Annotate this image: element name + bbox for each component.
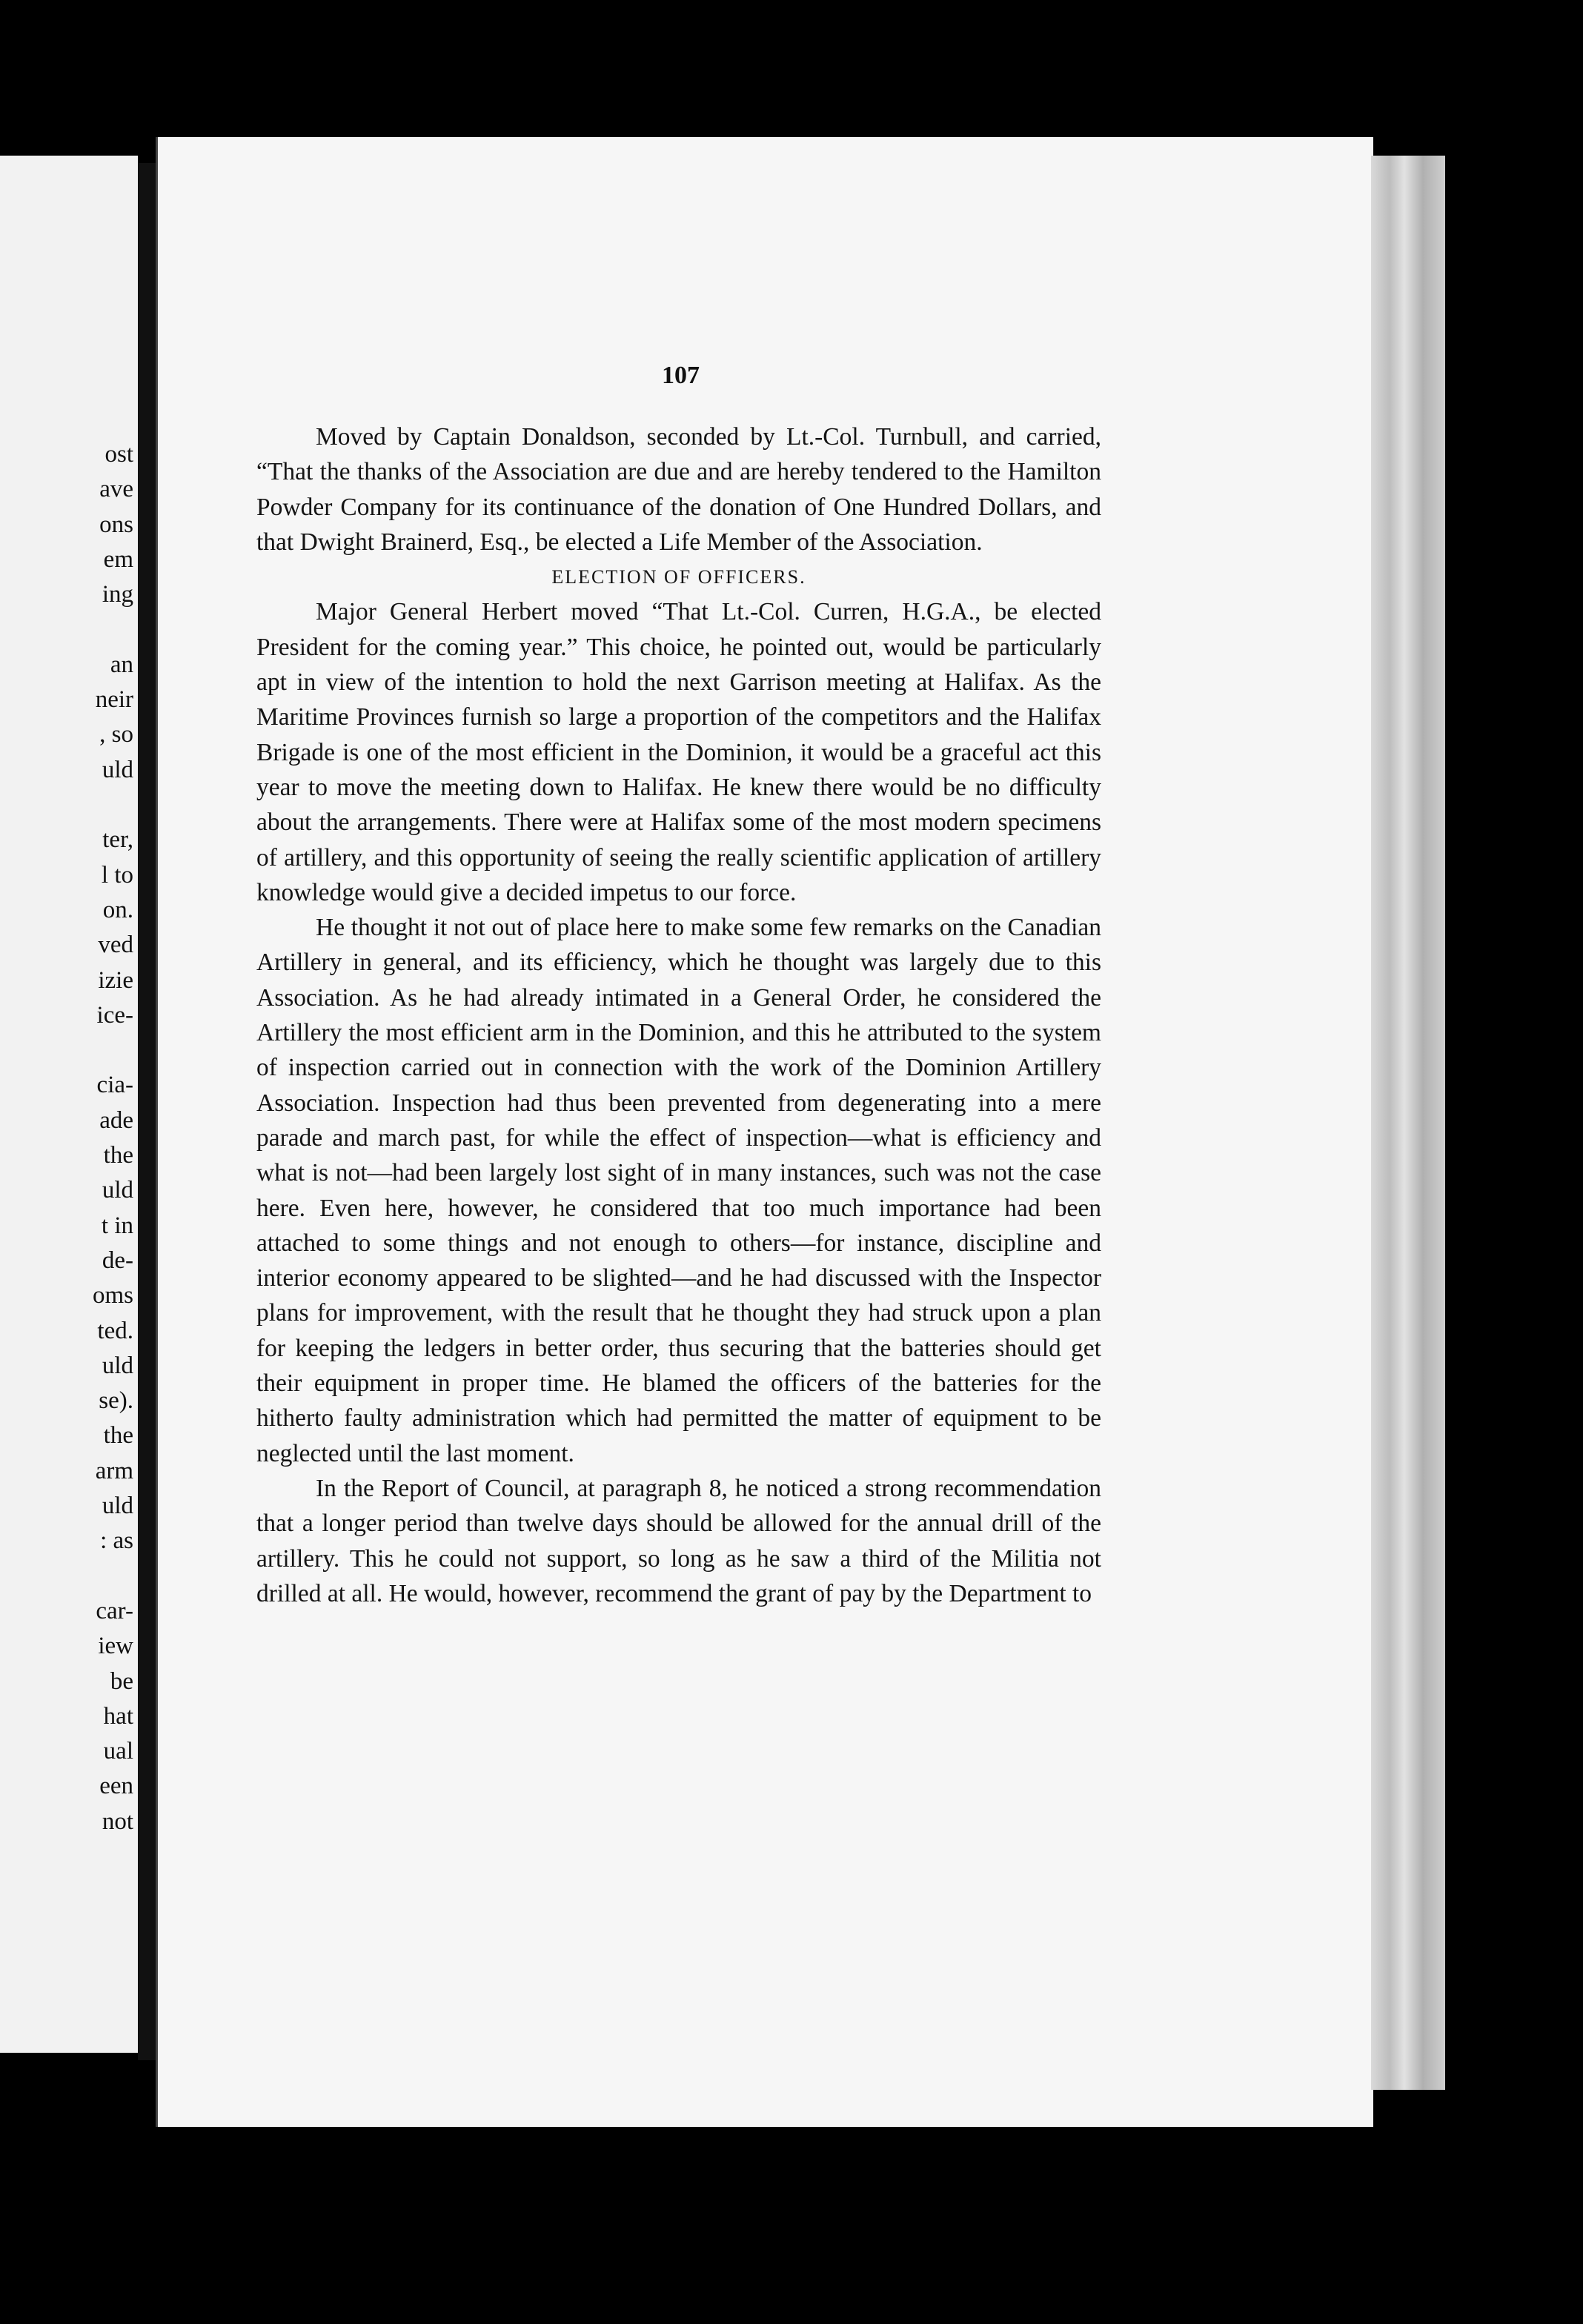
left-fragment-line: iew [98, 1633, 133, 1660]
left-fragment-line: oms [92, 1282, 133, 1309]
left-fragment-line: be [110, 1667, 133, 1695]
left-fragment-line: ing [102, 581, 133, 608]
paragraph-report: In the Report of Council, at paragraph 8, he noticed a strong recommendation that a longer period than twelve days should be allowed for the annual drill of the artillery. This he could not support, so long as he saw a third of the Militia not drilled at all. He would, however, recommend the grant of pay by the Department to [256, 1474, 1101, 1607]
left-page-fragment [0, 156, 138, 2053]
left-fragment-line: arm [95, 1457, 133, 1484]
left-fragment-line: uld [102, 1352, 133, 1379]
left-fragment-line: ice- [96, 1001, 133, 1029]
paragraph-election: Major General Herbert moved “That Lt.-Col. Curren, H.G.A., be elected President for the coming year.” This choice, he pointed out, would be particularly apt in view of the intention to hold the next Garrison meeting at Halifax. As the Maritime Provinces furnish so large a proportion of the competitors and the Halifax Brigade is one of the most efficient in the Dominion, it would be a graceful act this year to move the meeting down to Halifax. He knew there would be no difficulty about the arrangements. There were at Halifax some of the most modern specimens of artillery, and this opportunity of seeing the really scientific application of artillery knowledge would give a decided impetus to our force. [256, 598, 1101, 906]
left-fragment-line: ons [99, 511, 133, 538]
left-fragment-line: car- [96, 1597, 133, 1624]
left-fragment-line: ter, [102, 826, 133, 854]
left-fragment-line: , so [99, 721, 133, 748]
page-number: 107 [662, 362, 700, 389]
left-fragment-line: se). [99, 1387, 133, 1415]
left-fragment-line: de- [102, 1246, 133, 1274]
section-heading: ELECTION OF OFFICERS. [551, 566, 806, 588]
left-fragment-line: uld [102, 756, 133, 783]
left-fragment-line: ade [99, 1106, 133, 1134]
left-fragment-line: ved [98, 932, 133, 959]
left-fragment-line: the [103, 1422, 133, 1450]
left-fragment-line: em [103, 545, 133, 573]
left-fragment-line: on. [102, 896, 133, 923]
left-fragment-line: the [103, 1142, 133, 1169]
left-fragment-line: ave [99, 476, 133, 503]
page-edges [1371, 156, 1445, 2090]
left-fragment-line: : as [100, 1527, 133, 1555]
left-fragment-line: t in [101, 1212, 133, 1239]
paragraph-motion: Moved by Captain Donaldson, seconded by Lt.-Col. Turnbull, and carried, “That the thanks of the Association are due and are hereby tendered to the Hamilton Powder Company for its continuance of the donation of One Hundred Dollars, and that Dwight Brainerd, Esq., be elected a Life Member of the Association. [256, 423, 1101, 556]
left-fragment-line: ost [104, 441, 133, 468]
left-fragment-line: uld [102, 1177, 133, 1204]
left-fragment-line: ual [103, 1738, 133, 1765]
left-fragment-line: not [102, 1807, 133, 1835]
paragraph-artillery: He thought it not out of place here to make some few remarks on the Canadian Artillery in general, and its efficiency, which he thought was largely due to this Association. As he had already intimated in a General Order, he considered the Artillery the most efficient arm in the Dominion, and this he attributed to the system of inspection carried out in connection with the work of the Dominion Artillery Association. Inspection had thus been prevented from degenerating into a mere parade and march past, for while the effect of inspection—what is efficiency and what is not—had been largely lost sight of in many instances, such was not the case here. Even here, however, he considered that too much importance had been attached to some things and not enough to others—for instance, discipline and interior economy appeared to be slighted—and he had discussed with the Inspector plans for improvement, with the result that he thought they had struck upon a plan for keeping the ledgers in better order, thus securing that the batteries should get their equipment in proper time. He blamed the officers of the batteries for the hitherto faulty administration which had permitted the matter of equipment to be neglected until the last moment. [256, 914, 1101, 1467]
left-fragment-line: uld [102, 1493, 133, 1519]
left-fragment-line: izie [98, 966, 133, 994]
left-fragment-line: ted. [97, 1317, 133, 1344]
left-fragment-line: l to [101, 861, 133, 889]
left-fragment-line: een [99, 1773, 133, 1800]
left-fragment-line: neir [95, 686, 133, 714]
left-fragment-line: an [110, 651, 133, 678]
left-fragment-line: hat [103, 1702, 133, 1730]
book-spine [138, 163, 156, 2060]
left-fragment-line: cia- [96, 1072, 133, 1099]
body-text [256, 419, 1101, 1611]
